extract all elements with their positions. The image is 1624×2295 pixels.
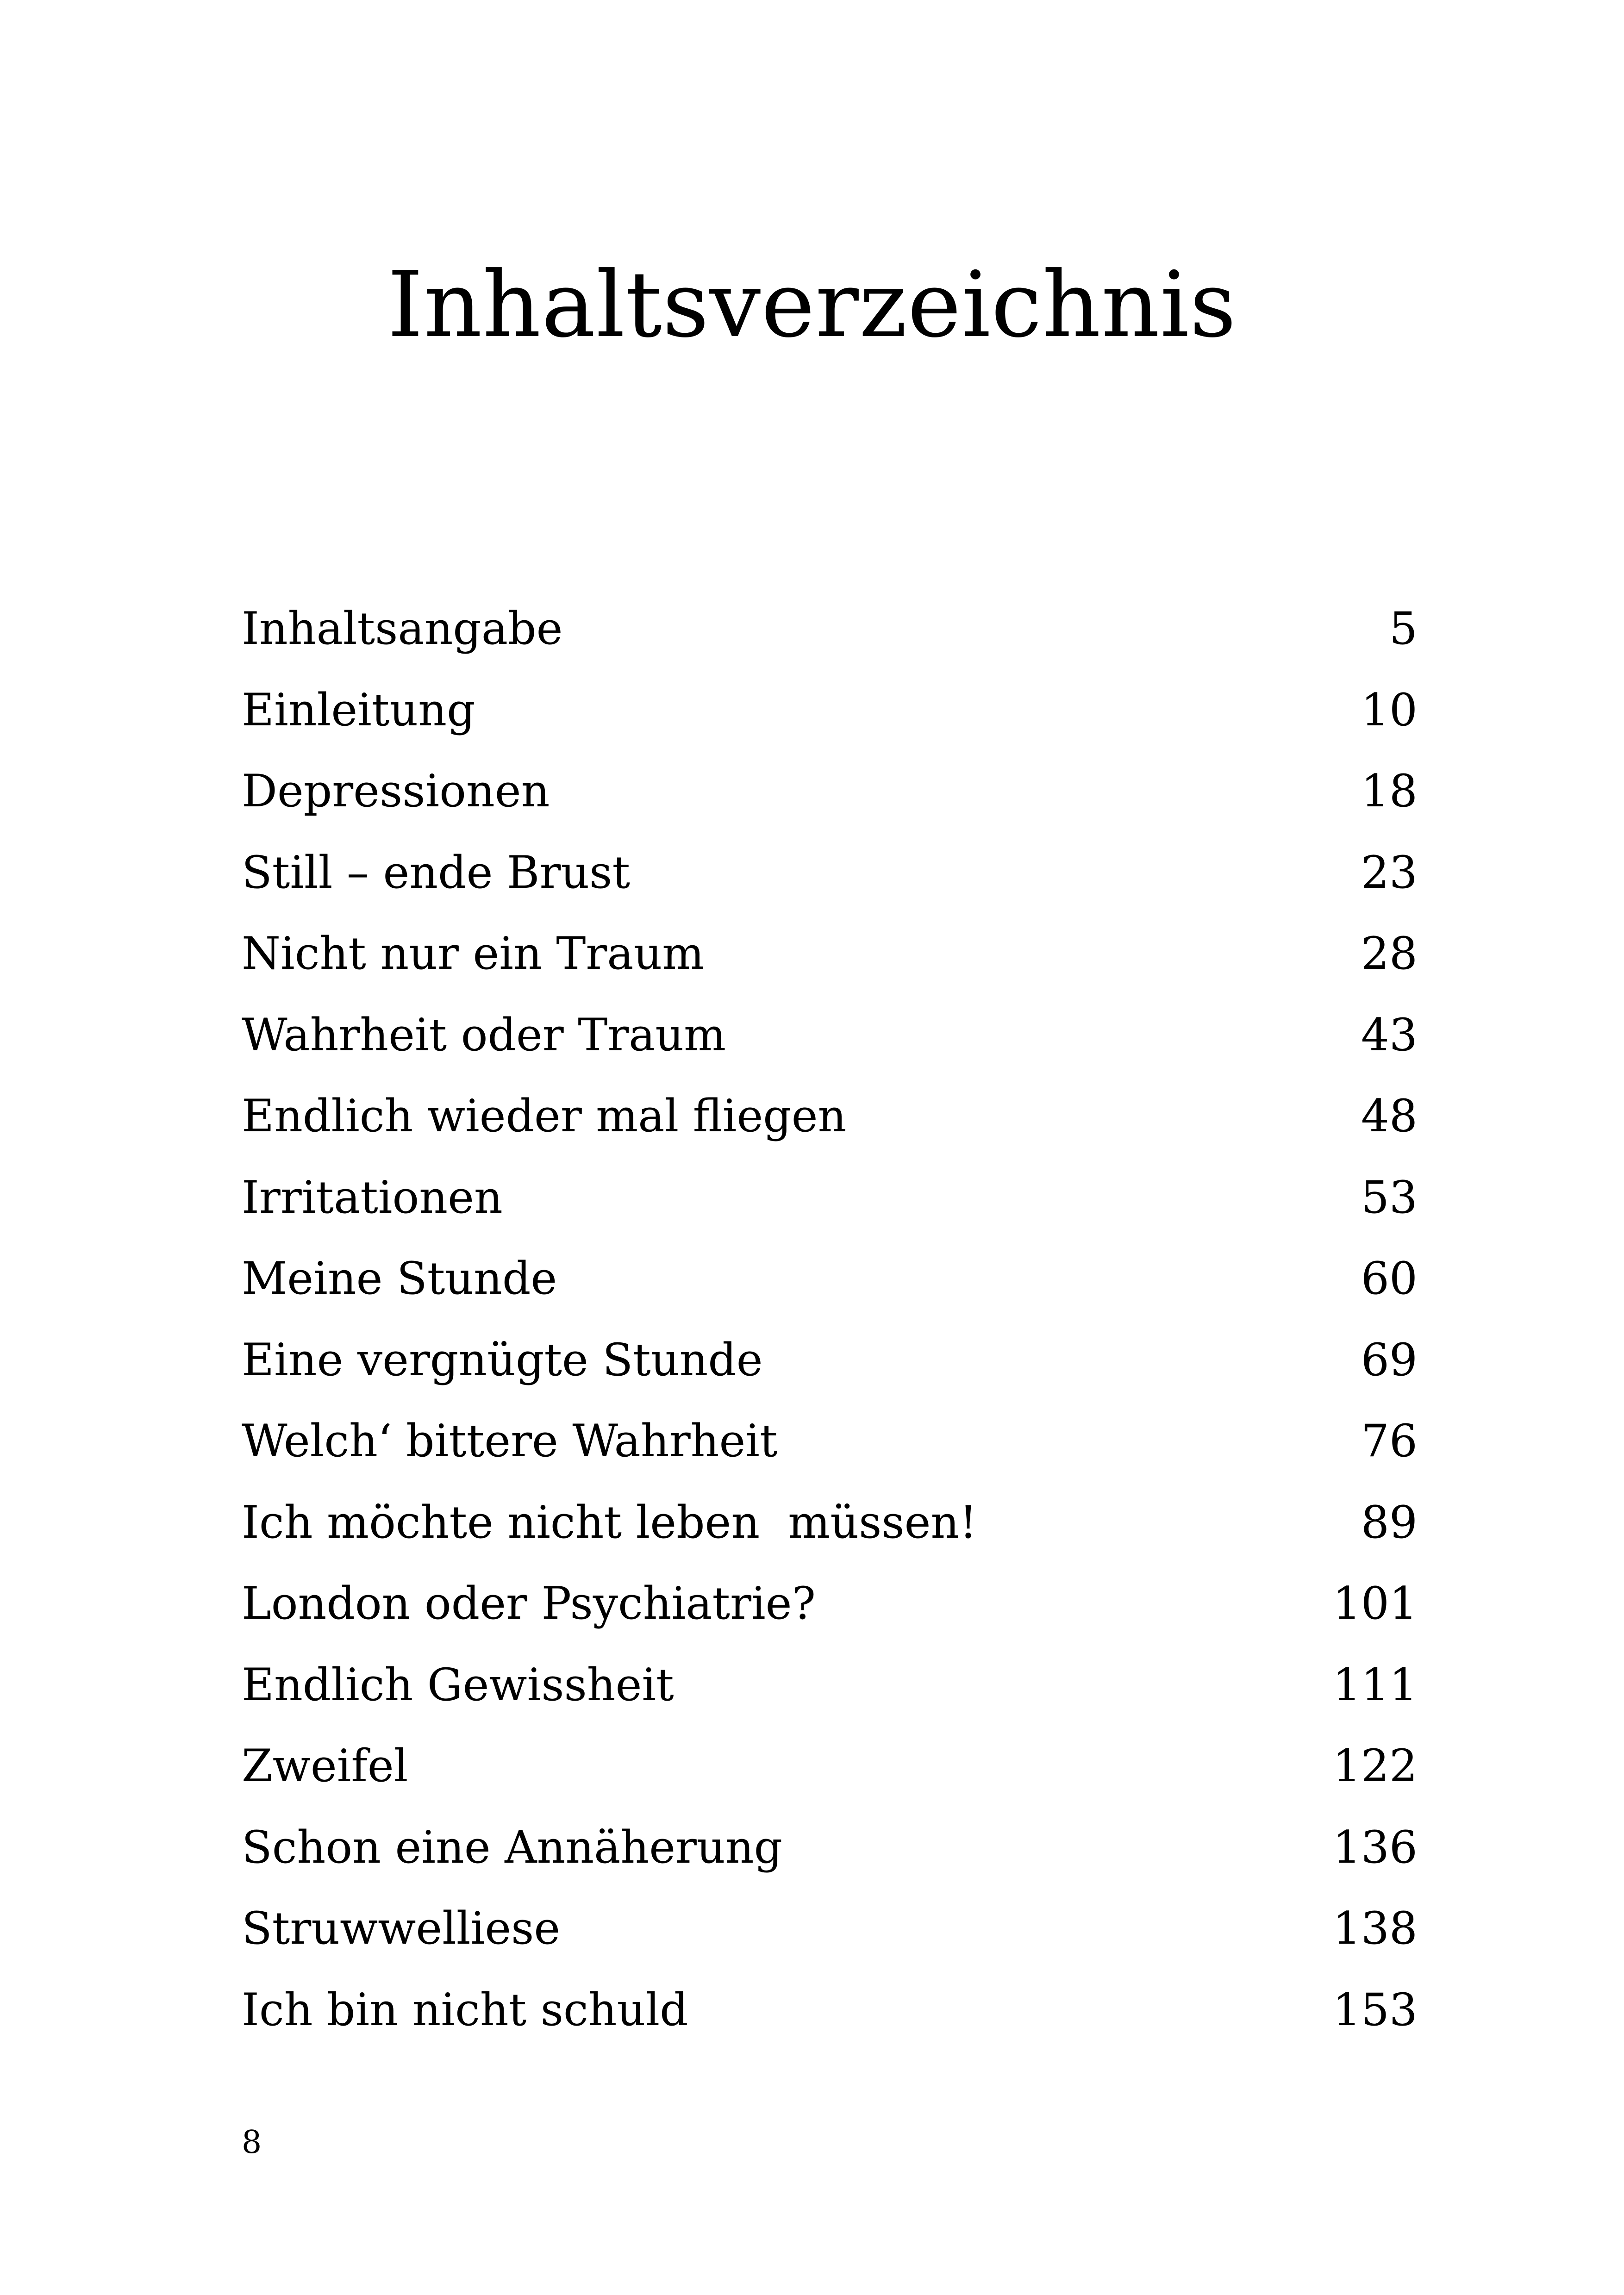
page-number: 8 (242, 2124, 262, 2161)
toc-entry-title: Still – ende Brust (242, 846, 631, 898)
toc-entry-title: Struwwelliese (242, 1902, 561, 1954)
toc-entry (242, 1334, 1418, 1419)
toc-entry (242, 1983, 1418, 2069)
toc-entry (242, 1253, 1418, 1338)
toc-entry (242, 684, 1418, 769)
toc-entry-title: Schon eine Annäherung (242, 1821, 783, 1873)
toc-entry-title: London oder Psychiatrie? (242, 1578, 816, 1629)
toc-entry (242, 1821, 1418, 1907)
toc-entry (242, 1415, 1418, 1500)
toc-entry (242, 1740, 1418, 1825)
toc-entry-title: Welch‘ bittere Wahrheit (242, 1415, 778, 1467)
toc-entry (242, 1009, 1418, 1094)
toc-entry (242, 1578, 1418, 1663)
toc-entry (242, 1902, 1418, 1988)
page-title: Inhaltsverzeichnis (387, 252, 1237, 358)
toc-entry-page: 89 (1361, 1496, 1418, 1548)
toc-entry-page: 101 (1332, 1578, 1418, 1629)
toc-entry-page: 122 (1332, 1740, 1418, 1792)
toc-entry-title: Inhaltsangabe (242, 603, 563, 655)
toc-entry-page: 76 (1361, 1415, 1418, 1467)
toc-entry (242, 1171, 1418, 1257)
toc-entry-title: Meine Stunde (242, 1253, 557, 1304)
toc-entry-page: 111 (1332, 1659, 1418, 1711)
toc-entry-page: 43 (1361, 1009, 1418, 1061)
toc-entry (242, 1496, 1418, 1582)
toc-entry-title: Endlich Gewissheit (242, 1659, 674, 1711)
toc-entry-title: Ich möchte nicht leben müssen! (242, 1496, 977, 1548)
toc-entry-page: 138 (1332, 1902, 1418, 1954)
toc-entry-page: 48 (1361, 1090, 1418, 1142)
toc-entry-page: 60 (1361, 1253, 1418, 1304)
toc-entry (242, 1659, 1418, 1744)
toc-entry-title: Irritationen (242, 1171, 503, 1223)
toc-entry-title: Zweifel (242, 1740, 408, 1792)
toc-entry (242, 765, 1418, 850)
toc-entry-title: Wahrheit oder Traum (242, 1009, 726, 1061)
toc-entry (242, 603, 1418, 688)
toc-entry-page: 5 (1389, 603, 1418, 655)
toc-entry-title: Depressionen (242, 765, 550, 817)
toc-entry-title: Nicht nur ein Traum (242, 928, 705, 979)
toc-entry-page: 153 (1332, 1983, 1418, 2036)
toc-entry-page: 10 (1361, 684, 1418, 736)
toc-entry-title: Eine vergnügte Stunde (242, 1334, 763, 1386)
toc-entry-page: 69 (1361, 1334, 1418, 1386)
toc-entry (242, 1090, 1418, 1175)
toc-entry-page: 18 (1361, 765, 1418, 817)
toc-entry (242, 928, 1418, 1013)
toc-entry-page: 23 (1361, 846, 1418, 898)
toc-entry-title: Endlich wieder mal fliegen (242, 1090, 847, 1142)
toc-entry-page: 136 (1332, 1821, 1418, 1873)
toc-entry-page: 28 (1361, 928, 1418, 979)
table-of-contents (242, 603, 1418, 2069)
toc-entry-page: 53 (1361, 1171, 1418, 1223)
toc-entry (242, 846, 1418, 932)
toc-entry-title: Einleitung (242, 684, 475, 736)
toc-entry-title: Ich bin nicht schuld (242, 1983, 688, 2036)
